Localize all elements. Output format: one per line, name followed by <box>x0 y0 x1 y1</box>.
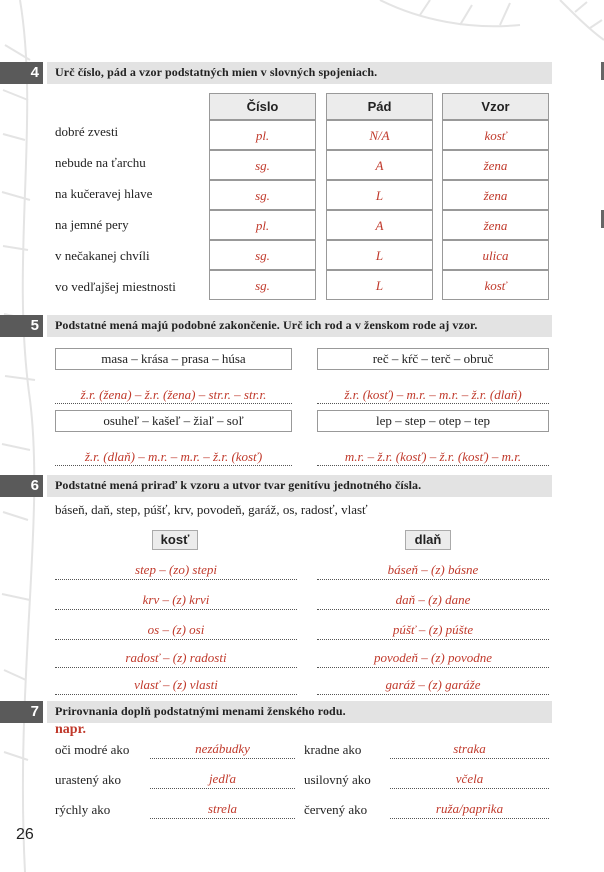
answer-vzor[interactable]: žena <box>442 180 549 210</box>
answer-line[interactable]: včela <box>390 770 549 789</box>
table-header-cislo: Číslo <box>209 93 316 120</box>
section-7-header <box>0 701 552 723</box>
answer-line[interactable]: povodeň – (z) povodne <box>317 649 549 668</box>
answer-line[interactable]: jedľa <box>150 770 295 789</box>
section-6-number: 6 <box>0 475 43 497</box>
answer-cislo[interactable]: sg. <box>209 180 316 210</box>
table-header-pad: Pád <box>326 93 433 120</box>
answer-pad[interactable]: L <box>326 270 433 300</box>
phrase-label: nebude na ťarchu <box>55 155 146 170</box>
answer-vzor[interactable]: ulica <box>442 240 549 270</box>
comparison-label: urastený ako <box>55 772 122 787</box>
answer-line[interactable]: step – (zo) stepi <box>55 561 297 580</box>
word-list: báseň, daň, step, púšť, krv, povodeň, garáž, os, radosť, vlasť <box>55 502 368 517</box>
table-header-vzor: Vzor <box>442 93 549 120</box>
answer-line[interactable]: strela <box>150 800 295 819</box>
phrase-label: na jemné pery <box>55 217 129 232</box>
answer-pad[interactable]: N/A <box>326 120 433 150</box>
answer-line[interactable]: os – (z) osi <box>55 621 297 640</box>
answer-line[interactable]: púšť – (z) púšte <box>317 621 549 640</box>
answer-cislo[interactable]: pl. <box>209 120 316 150</box>
word-group-box: lep – step – otep – tep <box>317 410 549 432</box>
section-7-number: 7 <box>0 701 43 723</box>
answer-line[interactable]: m.r. – ž.r. (kosť) – ž.r. (kosť) – m.r. <box>317 448 549 466</box>
pattern-chip-kost: kosť <box>152 530 198 550</box>
answer-pad[interactable]: L <box>326 180 433 210</box>
section-5-title: Podstatné mená majú podobné zakončenie. Urč ich rod a v ženskom rode aj vzor. <box>55 318 478 332</box>
answer-line[interactable]: garáž – (z) garáže <box>317 676 549 695</box>
section-6-title: Podstatné mená priraď k vzoru a utvor tvar genitívu jednotného čísla. <box>55 478 422 492</box>
phrase-label: na kučeravej hlave <box>55 186 153 201</box>
page-number: 26 <box>16 826 34 843</box>
answer-line[interactable]: daň – (z) dane <box>317 591 549 610</box>
answer-line[interactable]: ruža/paprika <box>390 800 549 819</box>
answer-line[interactable]: vlasť – (z) vlasti <box>55 676 297 695</box>
answer-line[interactable]: báseň – (z) básne <box>317 561 549 580</box>
section-5-number: 5 <box>0 315 43 337</box>
answer-line[interactable]: krv – (z) krvi <box>55 591 297 610</box>
section-4-header <box>0 62 552 84</box>
word-group-box: osuheľ – kašeľ – žiaľ – soľ <box>55 410 292 432</box>
phrase-label: vo vedľajšej miestnosti <box>55 279 176 294</box>
comparison-label: usilovný ako <box>304 772 371 787</box>
answer-vzor[interactable]: žena <box>442 210 549 240</box>
answer-pad[interactable]: L <box>326 240 433 270</box>
comparison-label: rýchly ako <box>55 802 111 817</box>
section-5-header <box>0 315 552 337</box>
example-label: napr. <box>55 722 87 737</box>
answer-line[interactable]: radosť – (z) radosti <box>55 649 297 668</box>
answer-vzor[interactable]: žena <box>442 150 549 180</box>
answer-line[interactable]: ž.r. (kosť) – m.r. – m.r. – ž.r. (dlaň) <box>317 386 549 404</box>
section-4-title: Urč číslo, pád a vzor podstatných mien v slovných spojeniach. <box>55 65 378 79</box>
answer-line[interactable]: nezábudky <box>150 740 295 759</box>
answer-vzor[interactable]: kosť <box>442 120 549 150</box>
word-group-box: masa – krása – prasa – húsa <box>55 348 292 370</box>
section-4-number: 4 <box>0 62 43 84</box>
comparison-label: oči modré ako <box>55 742 130 757</box>
answer-cislo[interactable]: sg. <box>209 270 316 300</box>
phrase-label: v nečakanej chvíli <box>55 248 150 263</box>
section-6-header <box>0 475 552 497</box>
answer-cislo[interactable]: pl. <box>209 210 316 240</box>
answer-pad[interactable]: A <box>326 150 433 180</box>
answer-vzor[interactable]: kosť <box>442 270 549 300</box>
section-7-title: Prirovnania doplň podstatnými menami ženského rodu. <box>55 704 346 718</box>
pattern-chip-dlan: dlaň <box>405 530 451 550</box>
answer-line[interactable]: ž.r. (dlaň) – m.r. – m.r. – ž.r. (kosť) <box>55 448 292 466</box>
answer-cislo[interactable]: sg. <box>209 240 316 270</box>
answer-line[interactable]: straka <box>390 740 549 759</box>
comparison-label: kradne ako <box>304 742 362 757</box>
comparison-label: červený ako <box>304 802 368 817</box>
answer-cislo[interactable]: sg. <box>209 150 316 180</box>
word-group-box: reč – kŕč – terč – obruč <box>317 348 549 370</box>
phrase-label: dobré zvesti <box>55 124 119 139</box>
answer-pad[interactable]: A <box>326 210 433 240</box>
answer-line[interactable]: ž.r. (žena) – ž.r. (žena) – str.r. – str.r. <box>55 386 292 404</box>
